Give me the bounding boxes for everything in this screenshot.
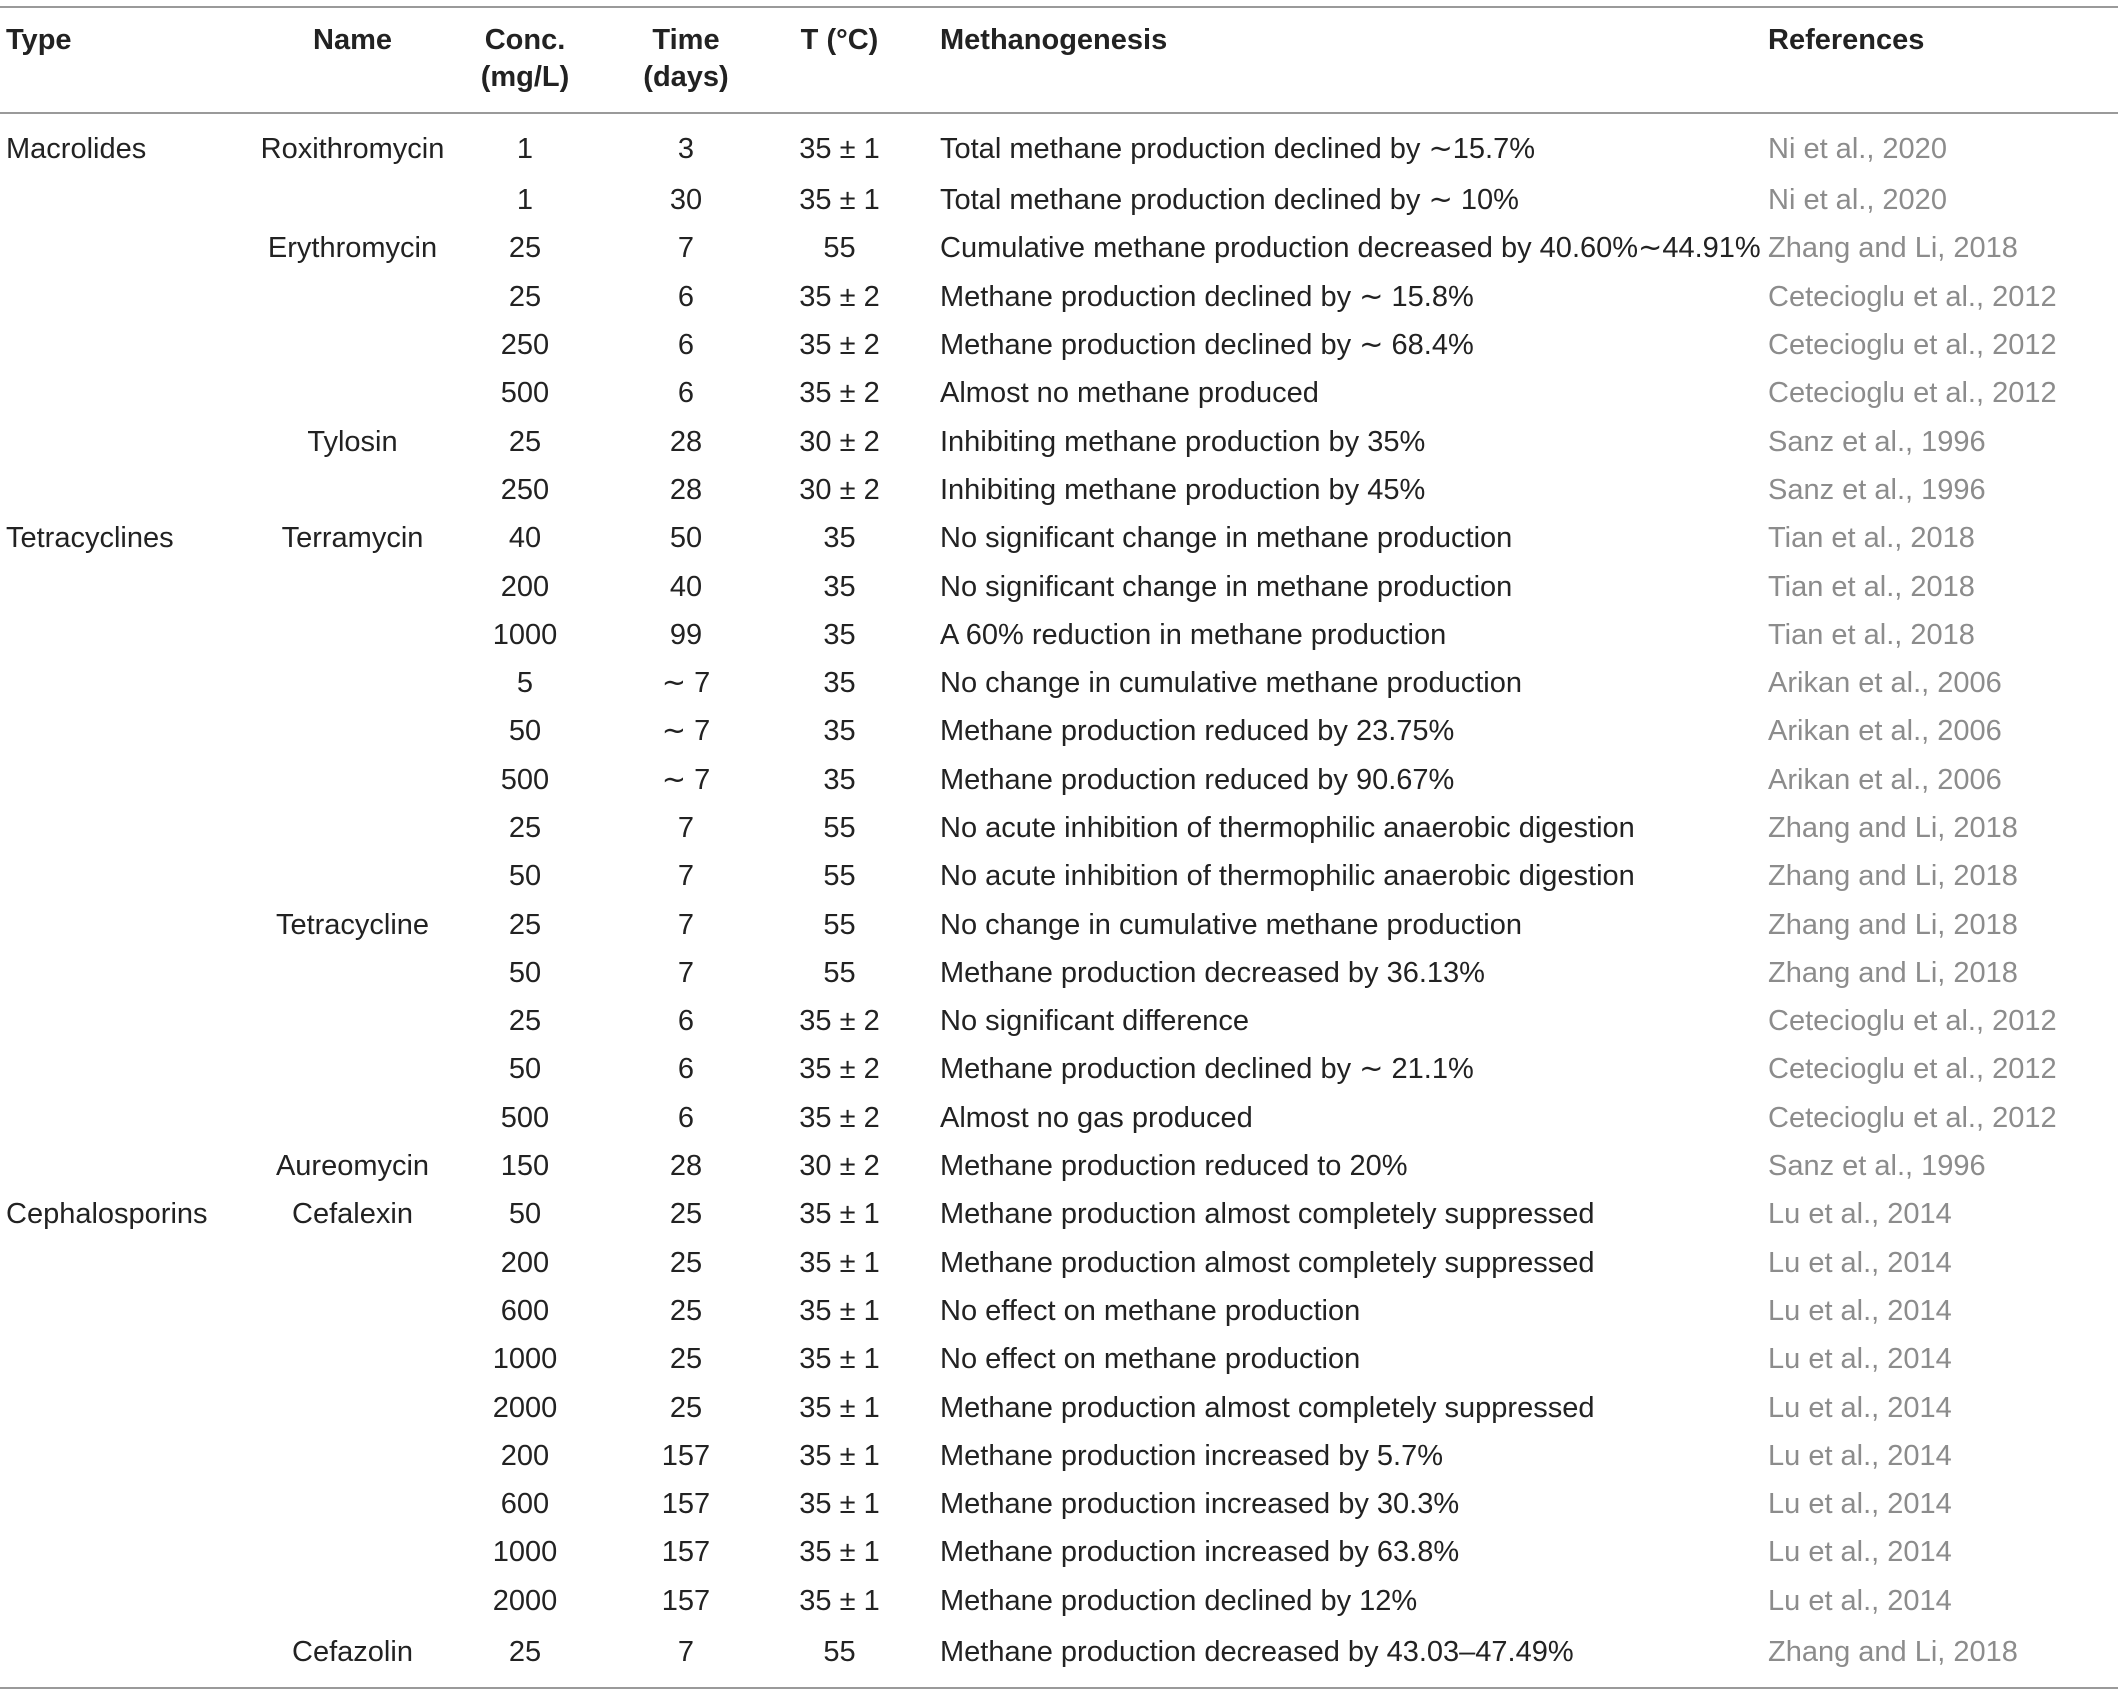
header-conc-line2: (mg/L) xyxy=(480,61,570,93)
cell-name xyxy=(250,273,455,321)
cell-name xyxy=(250,611,455,659)
cell-name xyxy=(250,562,455,610)
cell-name xyxy=(250,321,455,369)
cell-reference: Sanz et al., 1996 xyxy=(1768,1150,1986,1183)
cell-name: Cefalexin xyxy=(292,1198,413,1231)
cell-time: 7 xyxy=(677,956,695,989)
cell-time: 28 xyxy=(669,1150,703,1183)
cell-methanogenesis: No change in cumulative methane production xyxy=(940,908,1522,941)
cell-methanogenesis: Methane production almost completely suppressed xyxy=(940,1198,1595,1231)
cell-name xyxy=(250,1094,455,1142)
cell-name: Erythromycin xyxy=(267,232,438,265)
header-time xyxy=(595,7,777,113)
cell-methanogenesis: Methane production reduced by 23.75% xyxy=(940,715,1455,748)
cell-type xyxy=(0,1577,250,1625)
cell-type xyxy=(0,900,250,948)
cell-temperature: 30 ± 2 xyxy=(799,1150,880,1183)
cell-reference: Cetecioglu et al., 2012 xyxy=(1768,1101,2057,1134)
cell-reference: Lu et al., 2014 xyxy=(1768,1439,1952,1472)
table-row xyxy=(0,659,2118,707)
cell-time: ∼ 7 xyxy=(661,667,711,700)
cell-reference: Lu et al., 2014 xyxy=(1768,1536,1952,1569)
table-row xyxy=(0,514,2118,562)
cell-type xyxy=(0,949,250,997)
cell-methanogenesis: Almost no methane produced xyxy=(940,377,1319,410)
cell-methanogenesis: Methane production decreased by 43.03–47.49% xyxy=(940,1636,1574,1669)
cell-concentration: 200 xyxy=(500,1246,550,1279)
header-time-line2: (days) xyxy=(643,61,729,93)
cell-reference: Sanz et al., 1996 xyxy=(1768,425,1986,458)
cell-temperature: 35 xyxy=(823,715,856,748)
cell-reference: Lu et al., 2014 xyxy=(1768,1198,1952,1231)
cell-temperature: 35 xyxy=(823,763,856,796)
cell-name xyxy=(250,1045,455,1093)
cell-name xyxy=(250,1528,455,1576)
table-row xyxy=(0,176,2118,224)
cell-temperature: 35 ± 1 xyxy=(799,1536,880,1569)
cell-methanogenesis: Methane production almost completely suppressed xyxy=(940,1391,1595,1424)
cell-time: 25 xyxy=(669,1198,703,1231)
cell-reference: Cetecioglu et al., 2012 xyxy=(1768,280,2057,313)
cell-time: 30 xyxy=(669,184,703,217)
cell-type xyxy=(0,321,250,369)
cell-reference: Sanz et al., 1996 xyxy=(1768,473,1986,506)
cell-name xyxy=(250,804,455,852)
cell-methanogenesis: A 60% reduction in methane production xyxy=(940,618,1447,651)
cell-time: 6 xyxy=(677,1101,695,1134)
table-row xyxy=(0,949,2118,997)
cell-reference: Lu et al., 2014 xyxy=(1768,1343,1952,1376)
cell-concentration: 25 xyxy=(508,425,542,458)
cell-methanogenesis: Total methane production declined by ∼15.7% xyxy=(940,132,1536,165)
cell-name: Tetracycline xyxy=(275,908,430,941)
cell-concentration: 1 xyxy=(516,184,534,217)
cell-time: ∼ 7 xyxy=(661,715,711,748)
cell-methanogenesis: No acute inhibition of thermophilic anaerobic digestion xyxy=(940,812,1635,844)
cell-type xyxy=(0,1335,250,1383)
cell-concentration: 500 xyxy=(500,377,550,410)
cell-reference: Zhang and Li, 2018 xyxy=(1768,812,2018,844)
cell-concentration: 1000 xyxy=(492,1343,558,1376)
cell-concentration: 5 xyxy=(516,667,534,700)
header-time-line1: Time xyxy=(652,24,720,56)
cell-type xyxy=(0,1528,250,1576)
cell-name xyxy=(250,1239,455,1287)
cell-reference: Zhang and Li, 2018 xyxy=(1768,232,2018,265)
cell-name xyxy=(250,852,455,900)
cell-time: 25 xyxy=(669,1294,703,1327)
table-row xyxy=(0,1480,2118,1528)
cell-name xyxy=(250,756,455,804)
header-type: Type xyxy=(6,24,72,56)
header-conc xyxy=(455,7,595,113)
antibiotics-methanogenesis-table-container xyxy=(0,6,2118,1689)
table-row xyxy=(0,321,2118,369)
cell-time: 7 xyxy=(677,908,695,941)
cell-concentration: 40 xyxy=(508,522,542,555)
cell-temperature: 55 xyxy=(823,908,856,941)
cell-temperature: 35 xyxy=(823,667,856,700)
cell-time: 6 xyxy=(677,1005,695,1038)
cell-time: 7 xyxy=(677,1636,695,1669)
cell-type xyxy=(0,224,250,272)
cell-reference: Tian et al., 2018 xyxy=(1768,618,1975,651)
cell-name: Aureomycin xyxy=(275,1150,430,1183)
cell-temperature: 55 xyxy=(823,956,856,989)
cell-temperature: 35 ± 2 xyxy=(799,1005,880,1038)
table-row xyxy=(0,1287,2118,1335)
antibiotics-methanogenesis-table xyxy=(0,6,2118,1689)
cell-reference: Cetecioglu et al., 2012 xyxy=(1768,1005,2057,1038)
cell-concentration: 500 xyxy=(500,763,550,796)
table-row xyxy=(0,1432,2118,1480)
cell-time: 25 xyxy=(669,1391,703,1424)
cell-concentration: 1000 xyxy=(492,618,558,651)
cell-time: 6 xyxy=(677,1053,695,1086)
cell-temperature: 35 ± 1 xyxy=(799,184,880,217)
cell-concentration: 250 xyxy=(500,329,550,362)
cell-reference: Ni et al., 2020 xyxy=(1768,132,1947,165)
cell-reference: Tian et al., 2018 xyxy=(1768,570,1975,603)
cell-concentration: 25 xyxy=(508,280,542,313)
cell-name: Cefazolin xyxy=(292,1636,413,1669)
cell-time: 157 xyxy=(661,1488,711,1521)
table-row xyxy=(0,369,2118,417)
cell-temperature: 35 ± 1 xyxy=(799,1294,880,1327)
cell-time: 3 xyxy=(677,132,695,165)
table-row xyxy=(0,1335,2118,1383)
cell-type xyxy=(0,1142,250,1190)
cell-methanogenesis: No significant change in methane production xyxy=(940,522,1513,555)
cell-name xyxy=(250,1383,455,1431)
cell-type xyxy=(0,1480,250,1528)
table-row xyxy=(0,224,2118,272)
cell-temperature: 55 xyxy=(823,1636,856,1669)
cell-methanogenesis: Almost no gas produced xyxy=(940,1101,1253,1134)
cell-concentration: 2000 xyxy=(492,1584,558,1617)
cell-methanogenesis: No change in cumulative methane production xyxy=(940,667,1522,700)
table-row xyxy=(0,466,2118,514)
cell-methanogenesis: No significant difference xyxy=(940,1005,1249,1038)
table-row xyxy=(0,1577,2118,1625)
cell-type xyxy=(0,659,250,707)
cell-methanogenesis: Methane production decreased by 36.13% xyxy=(940,956,1485,989)
cell-temperature: 35 ± 1 xyxy=(799,132,880,165)
cell-type xyxy=(0,707,250,755)
cell-concentration: 50 xyxy=(508,1053,542,1086)
cell-temperature: 30 ± 2 xyxy=(799,473,880,506)
cell-type xyxy=(0,562,250,610)
cell-reference: Zhang and Li, 2018 xyxy=(1768,1636,2018,1669)
cell-concentration: 25 xyxy=(508,908,542,941)
cell-time: 157 xyxy=(661,1536,711,1569)
cell-temperature: 35 ± 1 xyxy=(799,1391,880,1424)
cell-name xyxy=(250,176,455,224)
cell-methanogenesis: Methane production almost completely suppressed xyxy=(940,1246,1595,1279)
cell-reference: Arikan et al., 2006 xyxy=(1768,667,2002,700)
cell-temperature: 35 ± 2 xyxy=(799,280,880,313)
cell-type xyxy=(0,1045,250,1093)
cell-time: 6 xyxy=(677,377,695,410)
cell-temperature: 35 ± 1 xyxy=(799,1584,880,1617)
cell-type xyxy=(0,1383,250,1431)
cell-methanogenesis: No effect on methane production xyxy=(940,1343,1361,1376)
cell-name xyxy=(250,1577,455,1625)
cell-methanogenesis: Methane production reduced to 20% xyxy=(940,1150,1408,1183)
cell-methanogenesis: No significant change in methane production xyxy=(940,570,1513,603)
cell-time: 7 xyxy=(677,232,695,265)
cell-time: 40 xyxy=(669,570,703,603)
cell-name xyxy=(250,1287,455,1335)
cell-concentration: 50 xyxy=(508,860,542,893)
table-row xyxy=(0,1625,2118,1688)
cell-reference: Lu et al., 2014 xyxy=(1768,1584,1952,1617)
table-row xyxy=(0,1383,2118,1431)
cell-temperature: 35 ± 1 xyxy=(799,1439,880,1472)
cell-concentration: 250 xyxy=(500,473,550,506)
cell-temperature: 35 xyxy=(823,522,856,555)
cell-type xyxy=(0,611,250,659)
table-row xyxy=(0,804,2118,852)
cell-time: 6 xyxy=(677,280,695,313)
table-row xyxy=(0,707,2118,755)
table-row xyxy=(0,756,2118,804)
cell-type xyxy=(0,273,250,321)
cell-name xyxy=(250,466,455,514)
cell-time: 25 xyxy=(669,1246,703,1279)
cell-methanogenesis: Methane production declined by ∼ 68.4% xyxy=(940,329,1474,362)
cell-methanogenesis: Methane production increased by 30.3% xyxy=(940,1488,1460,1521)
cell-temperature: 55 xyxy=(823,860,856,893)
cell-temperature: 30 ± 2 xyxy=(799,425,880,458)
cell-type: Macrolides xyxy=(6,132,147,165)
cell-methanogenesis: Methane production increased by 5.7% xyxy=(940,1439,1443,1472)
cell-methanogenesis: Cumulative methane production decreased by 40.60%∼44.91% xyxy=(940,232,1761,265)
cell-type xyxy=(0,466,250,514)
cell-name xyxy=(250,659,455,707)
cell-concentration: 200 xyxy=(500,570,550,603)
table-row xyxy=(0,611,2118,659)
cell-concentration: 600 xyxy=(500,1488,550,1521)
cell-type xyxy=(0,1432,250,1480)
cell-reference: Cetecioglu et al., 2012 xyxy=(1768,1053,2057,1086)
cell-name xyxy=(250,1480,455,1528)
cell-type: Cephalosporins xyxy=(6,1198,208,1231)
table-row xyxy=(0,1239,2118,1287)
cell-methanogenesis: Methane production declined by ∼ 15.8% xyxy=(940,280,1474,313)
table-body xyxy=(0,113,2118,1688)
cell-time: 28 xyxy=(669,425,703,458)
cell-concentration: 2000 xyxy=(492,1391,558,1424)
header-methanogenesis: Methanogenesis xyxy=(940,24,1168,56)
cell-type xyxy=(0,756,250,804)
cell-temperature: 35 ± 1 xyxy=(799,1246,880,1279)
cell-methanogenesis: Inhibiting methane production by 45% xyxy=(940,473,1426,506)
cell-time: 157 xyxy=(661,1584,711,1617)
cell-methanogenesis: Methane production declined by ∼ 21.1% xyxy=(940,1053,1474,1086)
cell-type xyxy=(0,176,250,224)
cell-reference: Lu et al., 2014 xyxy=(1768,1294,1952,1327)
cell-concentration: 25 xyxy=(508,1005,542,1038)
cell-concentration: 25 xyxy=(508,1636,542,1669)
cell-concentration: 25 xyxy=(508,812,542,844)
cell-time: 25 xyxy=(669,1343,703,1376)
cell-concentration: 600 xyxy=(500,1294,550,1327)
cell-type xyxy=(0,1625,250,1688)
table-row xyxy=(0,997,2118,1045)
cell-temperature: 35 ± 2 xyxy=(799,1101,880,1134)
cell-type xyxy=(0,997,250,1045)
table-row xyxy=(0,1142,2118,1190)
cell-time: ∼ 7 xyxy=(661,763,711,796)
cell-temperature: 35 ± 2 xyxy=(799,1053,880,1086)
table-header xyxy=(0,7,2118,113)
table-row xyxy=(0,1045,2118,1093)
cell-methanogenesis: Methane production increased by 63.8% xyxy=(940,1536,1460,1569)
cell-concentration: 200 xyxy=(500,1439,550,1472)
cell-temperature: 55 xyxy=(823,812,856,844)
cell-time: 6 xyxy=(677,329,695,362)
cell-reference: Arikan et al., 2006 xyxy=(1768,763,2002,796)
cell-concentration: 50 xyxy=(508,715,542,748)
cell-type xyxy=(0,1287,250,1335)
header-conc-line1: Conc. xyxy=(484,24,566,56)
table-row xyxy=(0,900,2118,948)
cell-type: Tetracyclines xyxy=(6,522,174,555)
cell-concentration: 500 xyxy=(500,1101,550,1134)
cell-reference: Ni et al., 2020 xyxy=(1768,184,1947,217)
cell-type xyxy=(0,1094,250,1142)
cell-methanogenesis: No acute inhibition of thermophilic anaerobic digestion xyxy=(940,860,1635,893)
cell-name xyxy=(250,1432,455,1480)
cell-reference: Zhang and Li, 2018 xyxy=(1768,956,2018,989)
table-row xyxy=(0,273,2118,321)
cell-temperature: 35 ± 2 xyxy=(799,329,880,362)
cell-reference: Lu et al., 2014 xyxy=(1768,1246,1952,1279)
header-references: References xyxy=(1768,24,1925,56)
cell-concentration: 1000 xyxy=(492,1536,558,1569)
cell-time: 28 xyxy=(669,473,703,506)
cell-reference: Zhang and Li, 2018 xyxy=(1768,908,2018,941)
cell-temperature: 35 xyxy=(823,618,856,651)
cell-methanogenesis: Total methane production declined by ∼ 10% xyxy=(940,184,1519,217)
cell-time: 99 xyxy=(669,618,703,651)
table-row xyxy=(0,1094,2118,1142)
cell-time: 157 xyxy=(661,1439,711,1472)
cell-temperature: 35 ± 1 xyxy=(799,1343,880,1376)
table-row xyxy=(0,562,2118,610)
cell-type xyxy=(0,804,250,852)
cell-type xyxy=(0,1239,250,1287)
cell-name xyxy=(250,707,455,755)
table-row xyxy=(0,1528,2118,1576)
cell-methanogenesis: Methane production reduced by 90.67% xyxy=(940,763,1455,796)
cell-reference: Zhang and Li, 2018 xyxy=(1768,860,2018,893)
cell-reference: Cetecioglu et al., 2012 xyxy=(1768,377,2057,410)
cell-methanogenesis: No effect on methane production xyxy=(940,1294,1361,1327)
cell-name: Roxithromycin xyxy=(260,132,445,165)
cell-reference: Lu et al., 2014 xyxy=(1768,1488,1952,1521)
cell-type xyxy=(0,369,250,417)
cell-time: 7 xyxy=(677,860,695,893)
cell-type xyxy=(0,852,250,900)
cell-concentration: 1 xyxy=(516,132,534,165)
table-row xyxy=(0,113,2118,176)
table-row xyxy=(0,417,2118,465)
cell-concentration: 150 xyxy=(500,1150,550,1183)
cell-temperature: 35 xyxy=(823,570,856,603)
cell-temperature: 35 ± 1 xyxy=(799,1488,880,1521)
header-name: Name xyxy=(313,24,392,56)
cell-reference: Cetecioglu et al., 2012 xyxy=(1768,329,2057,362)
cell-temperature: 35 ± 1 xyxy=(799,1198,880,1231)
cell-reference: Lu et al., 2014 xyxy=(1768,1391,1952,1424)
cell-name: Terramycin xyxy=(281,522,424,555)
cell-methanogenesis: Methane production declined by 12% xyxy=(940,1584,1418,1617)
cell-concentration: 50 xyxy=(508,1198,542,1231)
cell-name: Tylosin xyxy=(307,425,398,458)
cell-name xyxy=(250,1335,455,1383)
cell-temperature: 55 xyxy=(823,232,856,265)
cell-concentration: 25 xyxy=(508,232,542,265)
cell-time: 50 xyxy=(669,522,703,555)
cell-time: 7 xyxy=(677,812,695,844)
cell-reference: Arikan et al., 2006 xyxy=(1768,715,2002,748)
table-row xyxy=(0,1190,2118,1238)
header-row xyxy=(0,7,2118,113)
cell-name xyxy=(250,369,455,417)
cell-concentration: 50 xyxy=(508,956,542,989)
cell-temperature: 35 ± 2 xyxy=(799,377,880,410)
cell-methanogenesis: Inhibiting methane production by 35% xyxy=(940,425,1426,458)
cell-name xyxy=(250,997,455,1045)
cell-name xyxy=(250,949,455,997)
cell-reference: Tian et al., 2018 xyxy=(1768,522,1975,555)
cell-type xyxy=(0,417,250,465)
table-row xyxy=(0,852,2118,900)
header-temperature: T (°C) xyxy=(800,24,879,56)
